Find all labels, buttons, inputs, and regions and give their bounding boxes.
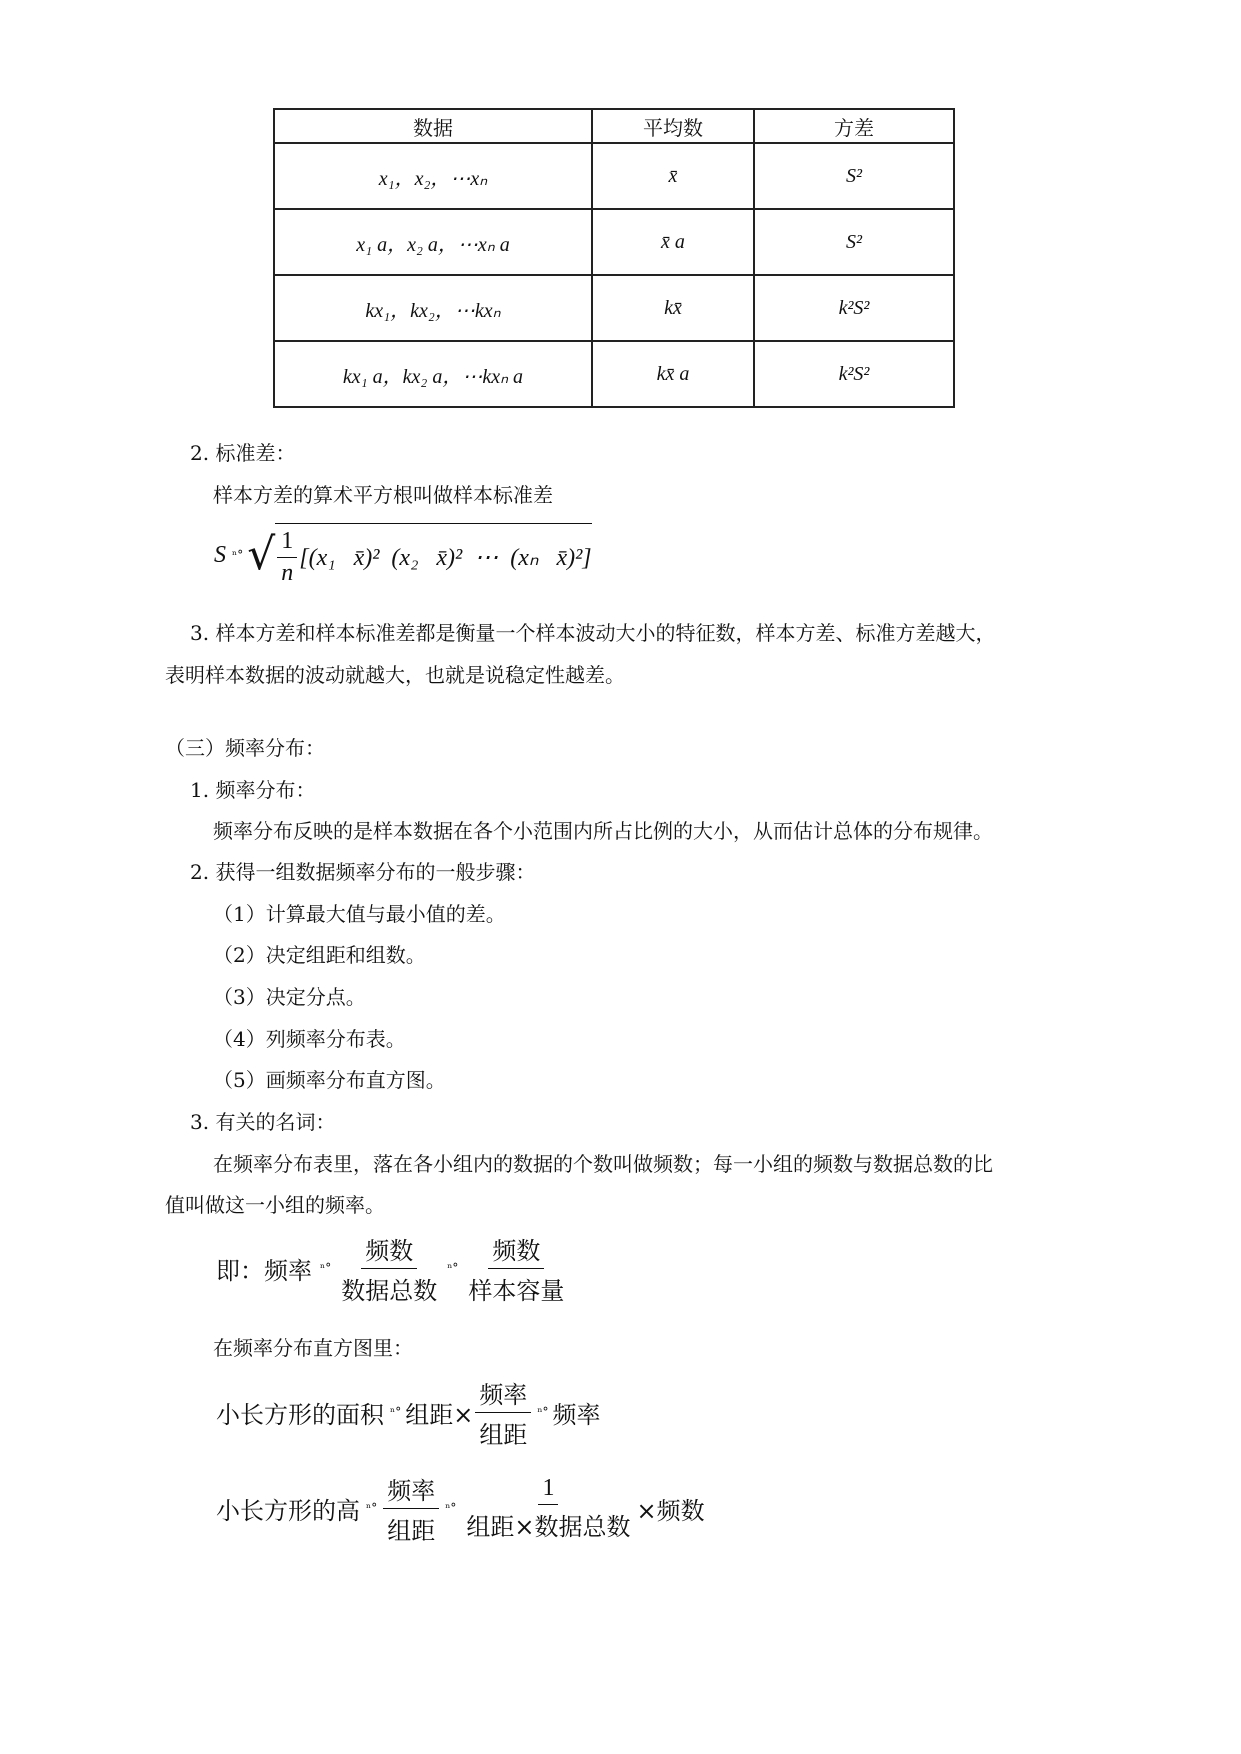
fraction-denominator: 组距: [387, 1516, 436, 1545]
table-header-cell: 方差: [754, 109, 954, 143]
fraction-denominator: 数据总数: [341, 1276, 438, 1305]
item-3-line-2: 值叫做这一小组的频率。: [165, 1193, 385, 1217]
item-3-line-1: 在频率分布表里，落在各小组内的数据的个数叫做频数；每一小组的频数与数据总数的比: [213, 1152, 993, 1176]
fraction-numerator: 频数: [361, 1231, 417, 1269]
formula-prefix: 即：频率: [216, 1256, 312, 1285]
item-1-heading: 1. 频率分布：: [190, 778, 316, 802]
formula-equals-sign: ⁿ°: [320, 1261, 332, 1275]
radical-sign: √: [247, 529, 276, 580]
table-row: [274, 341, 954, 407]
step-item: （2）决定组距和组数。: [213, 943, 426, 967]
frequency-formula: [216, 1228, 570, 1308]
table-row: [274, 209, 954, 275]
table-cell-data: x₁ a，x₂ a，⋯xₙ a: [274, 209, 592, 275]
formula-equals-sign: ⁿ°: [366, 1501, 378, 1515]
table-cell-variance: k²S²: [754, 341, 954, 407]
section-2-text: 样本方差的算术平方根叫做样本标准差: [213, 483, 553, 507]
formula-lhs: 小长方形的高: [216, 1496, 360, 1525]
step-item: （5）画频率分布直方图。: [213, 1068, 446, 1092]
histogram-intro: 在频率分布直方图里：: [213, 1336, 413, 1360]
section-3-line-2: 表明样本数据的波动就越大，也就是说稳定性越差。: [165, 663, 625, 687]
formula-lhs: S: [214, 541, 226, 568]
radicand-body: [(x₁ x̄)² (x₂ x̄)² ⋯ (xₙ x̄)²]: [299, 545, 592, 571]
item-1-text: 频率分布反映的是样本数据在各个小范围内所占比例的大小，从而估计总体的分布规律。: [213, 819, 993, 843]
formula-equals-sign: ⁿ°: [447, 1261, 459, 1275]
table-cell-variance: k²S²: [754, 275, 954, 341]
fraction-numerator: 1: [277, 528, 297, 558]
std-dev-formula: [214, 520, 592, 590]
area-formula: [216, 1370, 601, 1454]
formula-rhs: ×频数: [636, 1496, 705, 1525]
formula-rhs: 频率: [552, 1400, 601, 1429]
fraction: [337, 1231, 441, 1306]
statistics-table: [273, 108, 955, 408]
table-cell-mean: x̄: [592, 143, 754, 209]
fraction-numerator: 频率: [475, 1375, 531, 1413]
formula-term: 组距×: [405, 1400, 474, 1429]
fraction-numerator: 1: [538, 1475, 558, 1505]
table-header-row: [274, 109, 954, 143]
item-2-heading: 2. 获得一组数据频率分布的一般步骤：: [190, 860, 536, 884]
fraction: [383, 1471, 439, 1546]
step-item: （4）列频率分布表。: [213, 1027, 406, 1051]
table-cell-data: kx₁，kx₂，⋯kxₙ: [274, 275, 592, 341]
table-cell-data: kx₁ a，kx₂ a，⋯kxₙ a: [274, 341, 592, 407]
table-cell-variance: S²: [754, 143, 954, 209]
part-3-heading: （三）频率分布：: [165, 736, 325, 760]
step-item: （1）计算最大值与最小值的差。: [213, 902, 506, 926]
fraction: [475, 1375, 531, 1450]
fraction-denominator: 样本容量: [468, 1276, 565, 1305]
fraction-denominator: 组距×数据总数: [466, 1512, 631, 1541]
formula-equals-sign: ⁿ°: [445, 1501, 457, 1515]
table-header-cell: 平均数: [592, 109, 754, 143]
formula-lhs: 小长方形的面积: [216, 1400, 384, 1429]
fraction-denominator: n: [281, 560, 294, 586]
item-3-heading: 3. 有关的名词：: [190, 1110, 336, 1134]
fraction-numerator: 频率: [383, 1471, 439, 1509]
table-row: [274, 275, 954, 341]
table-header-cell: 数据: [274, 109, 592, 143]
table-cell-variance: S²: [754, 209, 954, 275]
height-formula: [216, 1466, 705, 1550]
table-cell-mean: kx̄ a: [592, 341, 754, 407]
fraction-denominator: 组距: [479, 1420, 528, 1449]
section-3-line-1: 3. 样本方差和样本标准差都是衡量一个样本波动大小的特征数，样本方差、标准方差越大，: [190, 621, 996, 645]
table-row: [274, 143, 954, 209]
formula-equals-sign: ⁿ°: [537, 1405, 549, 1419]
step-item: （3）决定分点。: [213, 985, 366, 1009]
section-2-heading: 2. 标准差：: [190, 441, 296, 465]
radicand-fraction: [277, 528, 297, 587]
fraction: [462, 1475, 634, 1542]
table-cell-data: x₁，x₂，⋯xₙ: [274, 143, 592, 209]
radicand: [275, 523, 591, 587]
formula-equals-sign: ⁿ°: [232, 548, 244, 562]
formula-equals-sign: ⁿ°: [390, 1405, 402, 1419]
fraction: [464, 1231, 568, 1306]
fraction-numerator: 频数: [488, 1231, 544, 1269]
table-cell-mean: x̄ a: [592, 209, 754, 275]
table-cell-mean: kx̄: [592, 275, 754, 341]
